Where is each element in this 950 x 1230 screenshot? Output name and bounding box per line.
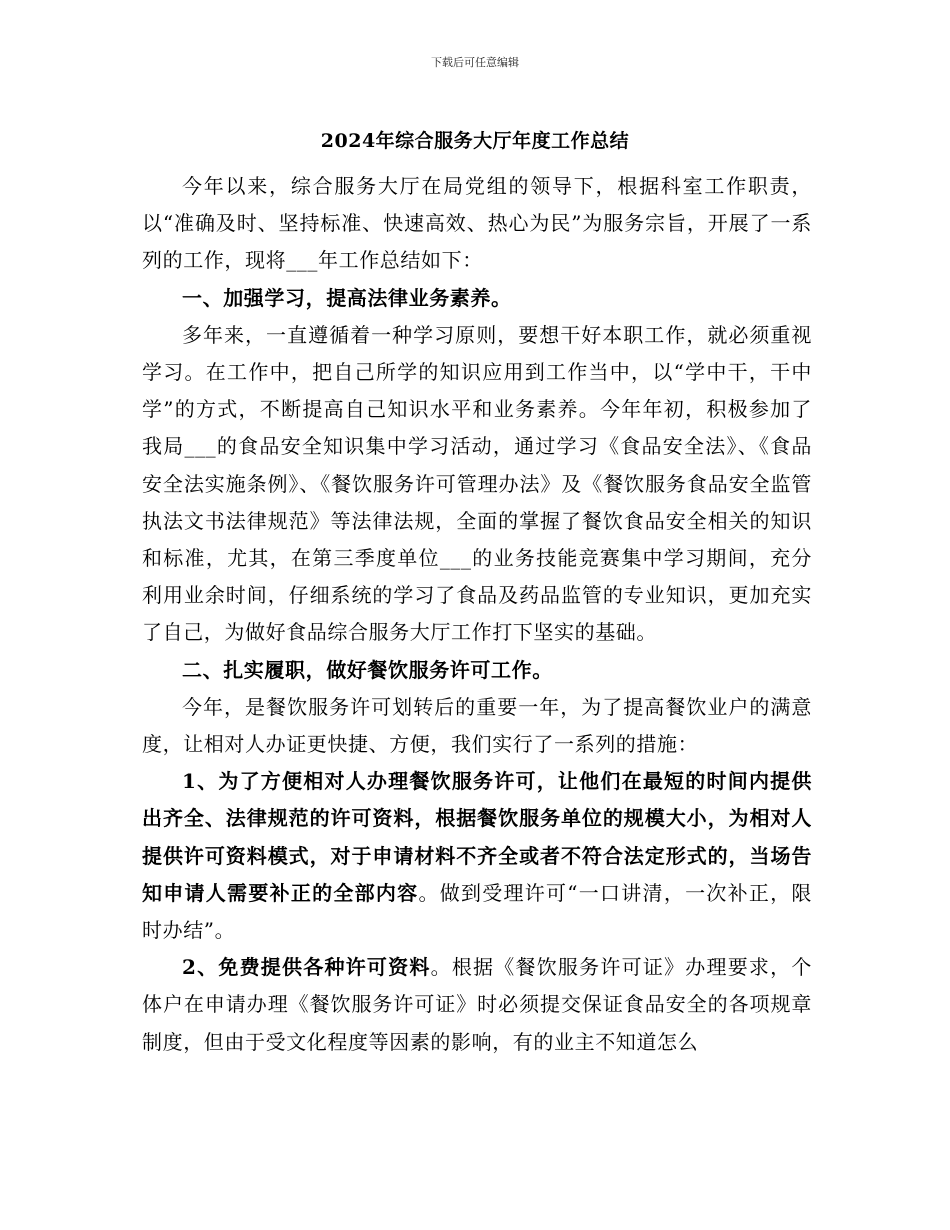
section-heading-2: 二、扎实履职，做好餐饮服务许可工作。 (182, 657, 553, 682)
section-heading-1: 一、加强学习，提高法律业务素养。 (182, 285, 512, 310)
page-header-note: 下载后可任意编辑 (431, 56, 519, 69)
section-1-paragraph: 多年来，一直遵循着一种学习原则，要想干好本职工作，就必须重视学习。在工作中，把自己所学的知识应用到工作当中，以“学中干，干中学”的方式，不断提高自己知识水平和业务素养。今年年初，积极参加了我局___的食品安全知识集中学习活动，通过学习《食品安全法》、《食品安全法实施条例》、《餐饮服务许可管理办法》及《餐饮服务食品安全监管执法文书法律规范》等法律法规，全面的掌握了餐饮食品安全相关的知识和标准，尤其，在第三季度单位___的业务技能竞赛集中学习期间，充分利用业余时间，仔细系统的学习了食品及药品监管的专业知识，更加充实了自己，为做好食品综合服务大厅工作打下坚实的基础。 (142, 322, 812, 645)
measure-1-paragraph (142, 763, 812, 949)
section-2-paragraph: 今年，是餐饮服务许可划转后的重要一年，为了提高餐饮业户的满意度，让相对人办证更快捷、方便，我们实行了一系列的措施： (142, 694, 812, 757)
measure-2-paragraph (142, 949, 812, 1061)
intro-paragraph: 今年以来，综合服务大厅在局党组的领导下，根据科室工作职责，以“准确及时、坚持标准、快速高效、热心为民”为服务宗旨，开展了一系列的工作，现将___年工作总结如下： (142, 174, 812, 273)
measure-2-text: 。根据《餐饮服务许可证》办理要求，个体户在申请办理《餐饮服务许可证》时必须提交保证食品安全的各项规章制度，但由于受文化程度等因素的影响，有的业主不知道怎么 (142, 955, 812, 1054)
measure-1-bold-text: 1、为了方便相对人办理餐饮服务许可，让他们在最短的时间内提供出齐全、法律规范的许可资料，根据餐饮服务单位的规模大小，为相对人提供许可资料模式，对于申请材料不齐全或者不符合法定形式的，当场告知申请人需要补正的全部内容 (142, 769, 812, 905)
document-title: 2024年综合服务大厅年度工作总结 (320, 130, 630, 152)
measure-1-text: 。做到受理许可“一口讲清，一次补正，限时办结”。 (142, 880, 813, 943)
measure-2-bold-text: 2、免费提供各种许可资料 (182, 955, 431, 980)
document-body (142, 168, 812, 1061)
